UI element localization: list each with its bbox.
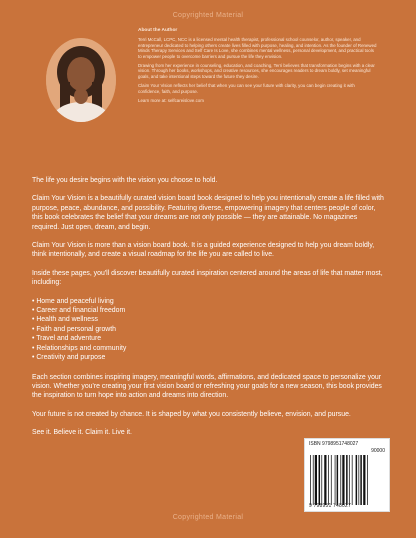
list-item: • Home and peaceful living <box>32 297 384 306</box>
isbn-barcode <box>304 438 390 512</box>
author-belief: Claim Your Vision reflects her belief that when you can see your future with clarity, you can begin creating it with confidence, faith, and purpose. <box>138 83 355 94</box>
barcode-graphic <box>309 455 387 505</box>
barcode-bar <box>358 455 359 505</box>
barcode-bar <box>328 455 329 505</box>
author-learn-more: Learn more at: selfcareislove.com <box>138 98 204 104</box>
description-paragraph-1: Claim Your Vision is a beautifully curated vision board book designed to help you intentionally create a life filled with purpose, peace, abundance, and possibility. Featuring diverse, empowering imagery that centers people of color, this book celebrates the belief that your dreams are not only possible — they are attainable. No magazines required. Just open, dream, and begin. <box>32 195 384 231</box>
author-photo <box>46 38 116 122</box>
isbn-13-digits: 9 798951 748027 <box>309 503 351 509</box>
life-areas-list <box>32 297 384 363</box>
barcode-bar <box>356 455 358 505</box>
author-heading: About the Author <box>138 28 178 33</box>
price-code: 90000 <box>371 448 385 454</box>
barcode-bar <box>363 455 365 505</box>
list-item: • Relationships and community <box>32 344 384 353</box>
barcode-bar <box>310 455 311 505</box>
barcode-bars <box>309 455 387 505</box>
barcode-bar <box>340 455 341 505</box>
list-item: • Creativity and purpose <box>32 353 384 362</box>
closing-tagline: See it. Believe it. Claim it. Live it. <box>32 429 132 437</box>
isbn-label: ISBN 9798951748027 <box>309 441 359 447</box>
list-item: • Health and wellness <box>32 315 384 324</box>
barcode-bar <box>352 455 353 505</box>
barcode-bar <box>321 455 322 505</box>
barcode-bar <box>335 455 336 505</box>
list-item: • Career and financial freedom <box>32 306 384 315</box>
book-description <box>32 176 384 447</box>
description-paragraph-2: Claim Your Vision is more than a vision board book. It is a guided experience designed to help you dream boldly, think intentionally, and create a visual roadmap for the life you are called to live. <box>32 242 375 259</box>
description-paragraph-3: Inside these pages, you'll discover beautifully curated inspiration centered around the areas of life that matter most, including: <box>32 269 383 287</box>
description-paragraph-4: Each section combines inspiring imagery, meaningful words, affirmations, and dedicated space to personalize your vision. Whether you're creating your first vision board or refreshing your goals for a new season, this book provides the inspiration to turn hope into action and dreams into direction. <box>32 373 382 400</box>
about-the-author <box>138 28 378 107</box>
watermark-bottom: Copyrighted Material <box>172 514 244 521</box>
watermark-top: Copyrighted Material <box>172 12 244 19</box>
barcode-bar <box>331 455 332 505</box>
author-bio: Terri McCall, LCPC, NCC is a licensed mental health therapist, professional school counselor, author, speaker, and entrepreneur dedicated to helping others create lives filled with purpose, healing, and intention. As the founder of Renewed Minds Therapy Services and Self Care Is Love, she combines mental wellness, personal development, and practical tools to empower people to overcome barriers and pursue the life they envision. <box>138 37 377 59</box>
barcode-bar <box>315 455 317 505</box>
list-item: • Faith and personal growth <box>32 325 384 334</box>
barcode-bar <box>349 455 350 505</box>
barcode-bar <box>342 455 344 505</box>
description-paragraph-5: Your future is not created by chance. It is shaped by what you consistently believe, envision, and pursue. <box>32 410 351 418</box>
barcode-bar <box>319 455 321 505</box>
barcode-bar <box>360 455 362 505</box>
intro-line: The life you desire begins with the vision you choose to hold. <box>32 177 218 184</box>
list-item: • Travel and adventure <box>32 334 384 343</box>
barcode-bar <box>367 455 368 505</box>
barcode-bar <box>337 455 339 505</box>
author-portrait-image <box>46 38 116 122</box>
author-experience: Drawing from her experience in counseling, education, and coaching, Terri believes that transformation begins with a clear vision. Through her books, workshops, and creative resources, she encourages readers to dream boldly, set meaningful goals, and take intentional steps toward the future they desire. <box>138 63 375 79</box>
barcode-bar <box>346 455 348 505</box>
barcode-bar <box>313 455 314 505</box>
barcode-bar <box>324 455 326 505</box>
